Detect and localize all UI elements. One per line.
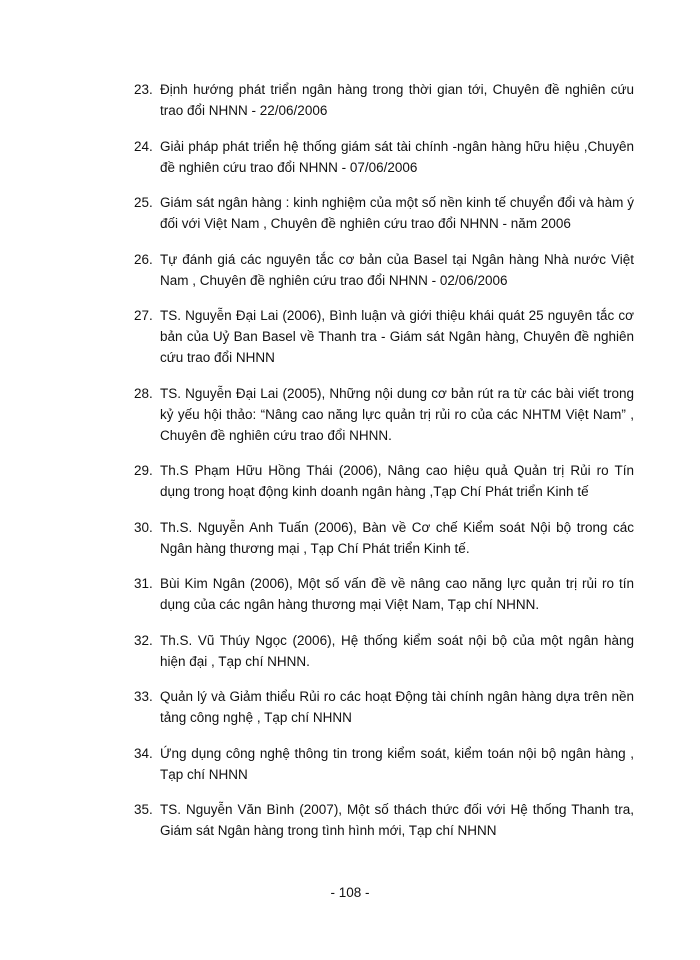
reference-number: 26. (134, 251, 153, 267)
reference-number: 33. (134, 689, 153, 704)
reference-text: Th.S Phạm Hữu Hồng Thái (2006), Nâng cao hiệu quả Quản trị Rủi ro Tín dụng trong hoạt động kinh doanh ngân hàng ,Tạp Chí Phát triển Kinh tế (160, 463, 634, 499)
reference-text: Bùi Kim Ngân (2006), Một số vấn đề về nâng cao năng lực quản trị rủi ro tín dụng của các ngân hàng thương mại Việt Nam, Tạp chí NHNN. (160, 576, 634, 612)
reference-text: Giám sát ngân hàng : kinh nghiệm của một số nền kinh tế chuyển đổi và hàm ý đối với Việt Nam , Chuyên đề nghiên cứu trao đổi NHNN - năm 2006 (160, 195, 634, 231)
reference-number: 28. (134, 385, 153, 401)
reference-item (134, 799, 634, 841)
reference-text: TS. Nguyễn Đại Lai (2006), Bình luận và giới thiệu khái quát 25 nguyên tắc cơ bản của Uỷ Ban Basel về Thanh tra - Giám sát Ngân hàng, Chuyên đề nghiên cứu trao đổi NHNN (160, 308, 634, 365)
reference-text: TS. Nguyễn Văn Bình (2007), Một số thách thức đối với Hệ thống Thanh tra, Giám sát Ngân hàng trong tình hình mới, Tạp chí NHNN (160, 802, 634, 838)
reference-item (134, 305, 634, 368)
reference-number: 35. (134, 802, 153, 817)
page-number: - 108 - (330, 885, 370, 900)
reference-number: 31. (134, 576, 153, 591)
reference-number: 34. (134, 745, 153, 761)
reference-text: Giải pháp phát triển hệ thống giám sát tài chính -ngân hàng hữu hiệu ,Chuyên đề nghiên cứu trao đổi NHNN - 07/06/2006 (160, 138, 634, 175)
reference-item (134, 136, 634, 178)
reference-number: 23. (134, 82, 153, 97)
reference-item (134, 743, 634, 785)
reference-text: Th.S. Vũ Thúy Ngọc (2006), Hệ thống kiểm soát nội bộ của một ngân hàng hiện đại , Tạp chí NHNN. (160, 632, 634, 669)
reference-number: 30. (134, 519, 153, 535)
reference-item (134, 79, 634, 121)
reference-item (134, 192, 634, 234)
reference-text: Ứng dụng công nghệ thông tin trong kiểm soát, kiểm toán nội bộ ngân hàng , Tạp chí NHNN (160, 745, 634, 782)
reference-item (134, 517, 634, 559)
reference-list (134, 79, 634, 856)
reference-number: 25. (134, 195, 153, 210)
reference-item (134, 460, 634, 502)
reference-item (134, 383, 634, 446)
reference-text: Tự đánh giá các nguyên tắc cơ bản của Basel tại Ngân hàng Nhà nước Việt Nam , Chuyên đề nghiên cứu trao đổi NHNN - 02/06/2006 (160, 251, 634, 288)
reference-item (134, 630, 634, 672)
reference-number: 24. (134, 138, 153, 154)
reference-text: Quản lý và Giảm thiểu Rủi ro các hoạt Động tài chính ngân hàng dựa trên nền tảng công nghệ , Tạp chí NHNN (160, 689, 634, 725)
reference-number: 27. (134, 308, 153, 323)
reference-text: Th.S. Nguyễn Anh Tuấn (2006), Bàn về Cơ chế Kiểm soát Nội bộ trong các Ngân hàng thương mại , Tạp Chí Phát triển Kinh tế. (160, 519, 634, 556)
reference-text: TS. Nguyễn Đại Lai (2005), Những nội dung cơ bản rút ra từ các bài viết trong kỷ yếu hội thảo: “Nâng cao năng lực quản trị rủi ro của các NHTM Việt Nam” , Chuyên đề nghiên cứu trao đổi NHNN. (160, 385, 634, 443)
reference-number: 29. (134, 463, 153, 478)
reference-text: Định hướng phát triển ngân hàng trong thời gian tới, Chuyên đề nghiên cứu trao đổi NHNN - 22/06/2006 (160, 82, 634, 118)
reference-item (134, 573, 634, 615)
reference-item (134, 249, 634, 291)
reference-item (134, 686, 634, 728)
reference-number: 32. (134, 632, 153, 648)
